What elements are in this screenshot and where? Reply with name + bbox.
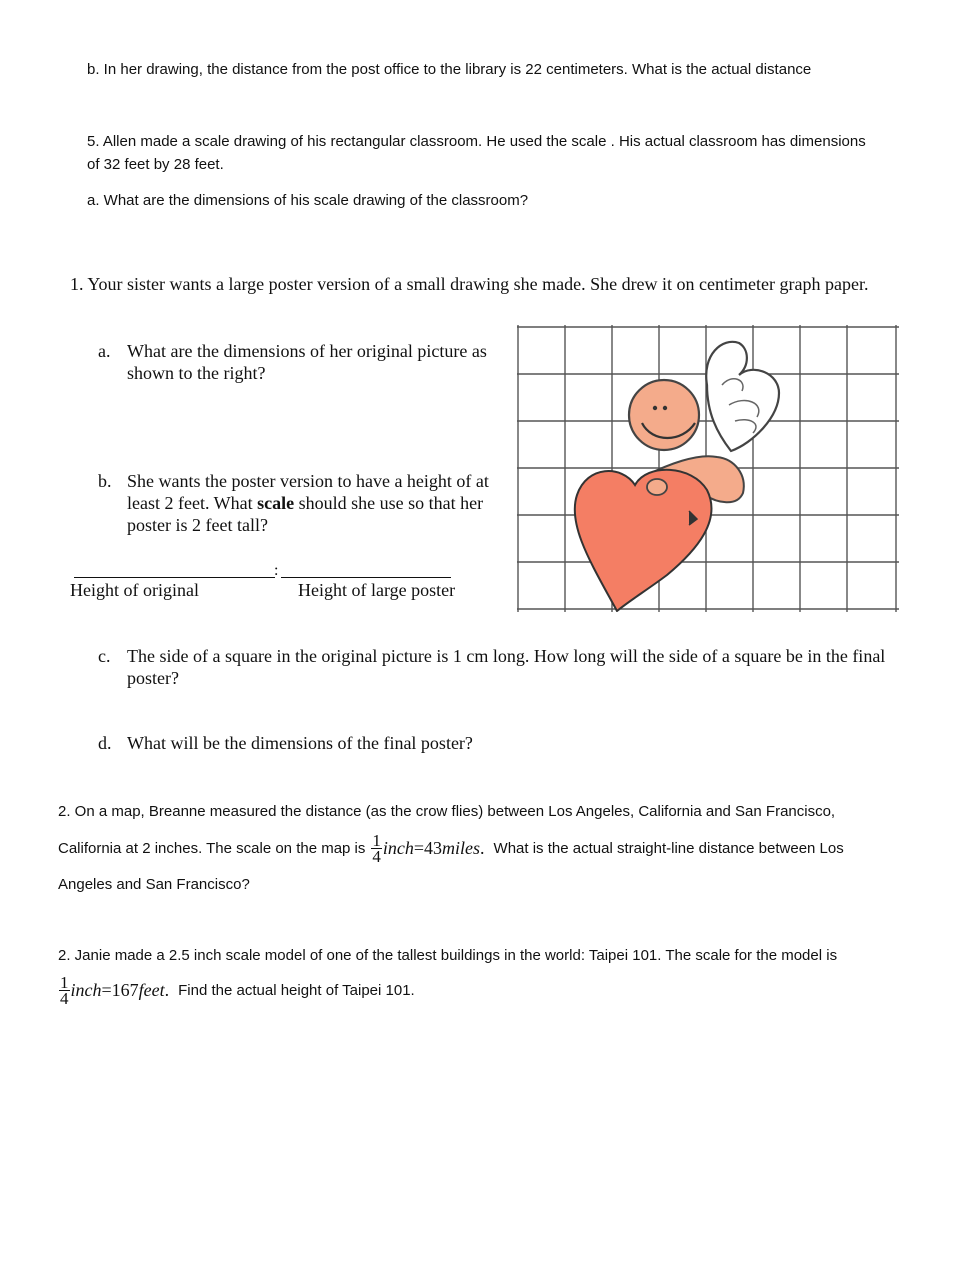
model-scale-fraction-quarter [59, 972, 70, 1008]
label-height-poster: Height of large poster [298, 580, 456, 600]
blank-height-poster[interactable] [281, 561, 451, 578]
poster-b-text-wrap [127, 470, 497, 536]
question-b-distance: b. In her drawing, the distance from the post office to the library is 22 centimeters. What is the actual distance [87, 61, 812, 78]
cupid-face [629, 380, 699, 450]
question-5a: a. What are the dimensions of his scale drawing of the classroom? [87, 192, 529, 209]
blank-height-original[interactable] [74, 561, 275, 578]
heart [575, 470, 712, 611]
poster-d-letter: d. [98, 733, 112, 753]
label-height-original: Height of original [70, 580, 199, 600]
poster-question-d [98, 732, 898, 754]
poster-question-a [98, 340, 498, 384]
poster-b-text-1: She wants the poster version to have a height of at least 2 feet. What [127, 471, 489, 513]
scale-expression [383, 837, 480, 860]
poster-c-text: The side of a square in the original picture is 1 cm long. How long will the side of a square be in the final poster? [127, 646, 886, 688]
poster-question-b [98, 470, 498, 536]
question-5-line-1: 5. Allen made a scale drawing of his rectangular classroom. He used the scale . His actual classroom has dimensions [87, 133, 866, 150]
question-model-line-1: 2. Janie made a 2.5 inch scale model of one of the tallest buildings in the world: Taipei 101. The scale for the model is [58, 947, 838, 964]
model-fraction-numerator: 1 [60, 972, 69, 992]
question-model-post: Find the actual height of Taipei 101. [178, 981, 415, 999]
poster-d-text: What will be the dimensions of the final poster? [127, 733, 473, 753]
model-scale-period: . [164, 979, 170, 1000]
poster-b-letter: b. [98, 471, 112, 491]
question-map-post: What is the actual straight-line distance between Los [493, 839, 844, 857]
model-scale-equals: = [101, 979, 112, 1000]
question-map-line-1: 2. On a map, Breanne measured the distance (as the crow flies) between Los Angeles, California and San Francisco, [58, 803, 836, 820]
question-map-line-3: Angeles and San Francisco? [58, 876, 250, 893]
scale-value: 43 [424, 837, 443, 858]
wing [706, 342, 779, 451]
ratio-colon: : [274, 562, 279, 579]
poster-intro: 1. Your sister wants a large poster version of a small drawing she made. She drew it on centimeter graph paper. [70, 274, 869, 294]
question-model-line-2 [58, 971, 958, 1009]
model-scale-expression [71, 979, 165, 1002]
scale-unit-miles: miles [442, 837, 481, 858]
poster-c-letter: c. [98, 646, 111, 666]
poster-b-text-2: should she use so that her poster is 2 feet tall? [127, 493, 484, 535]
question-map [58, 800, 958, 896]
fraction-denominator: 4 [372, 846, 381, 866]
scale-unit-inch: inch [382, 837, 414, 858]
poster-a-text: What are the dimensions of her original picture as shown to the right? [127, 341, 487, 383]
question-5 [87, 130, 957, 212]
model-scale-unit-inch: inch [70, 979, 102, 1000]
question-map-line-2 [58, 829, 958, 867]
question-5-line-2: of 32 feet by 28 feet. [87, 156, 224, 173]
poster-b-bold-scale: scale [257, 493, 295, 513]
scale-period: . [480, 837, 485, 858]
model-scale-unit-feet: feet [138, 979, 165, 1000]
cupid-heart-grid-picture [517, 325, 899, 612]
model-scale-value: 167 [111, 979, 139, 1000]
poster-question-c [98, 645, 898, 689]
scale-fraction-quarter [371, 830, 382, 866]
poster-a-letter: a. [98, 341, 111, 361]
fraction-numerator: 1 [372, 830, 381, 850]
question-model [58, 944, 958, 1009]
scale-equals: = [413, 837, 425, 858]
model-fraction-denominator: 4 [60, 988, 69, 1008]
question-map-pre: California at 2 inches. The scale on the map is [58, 839, 366, 857]
